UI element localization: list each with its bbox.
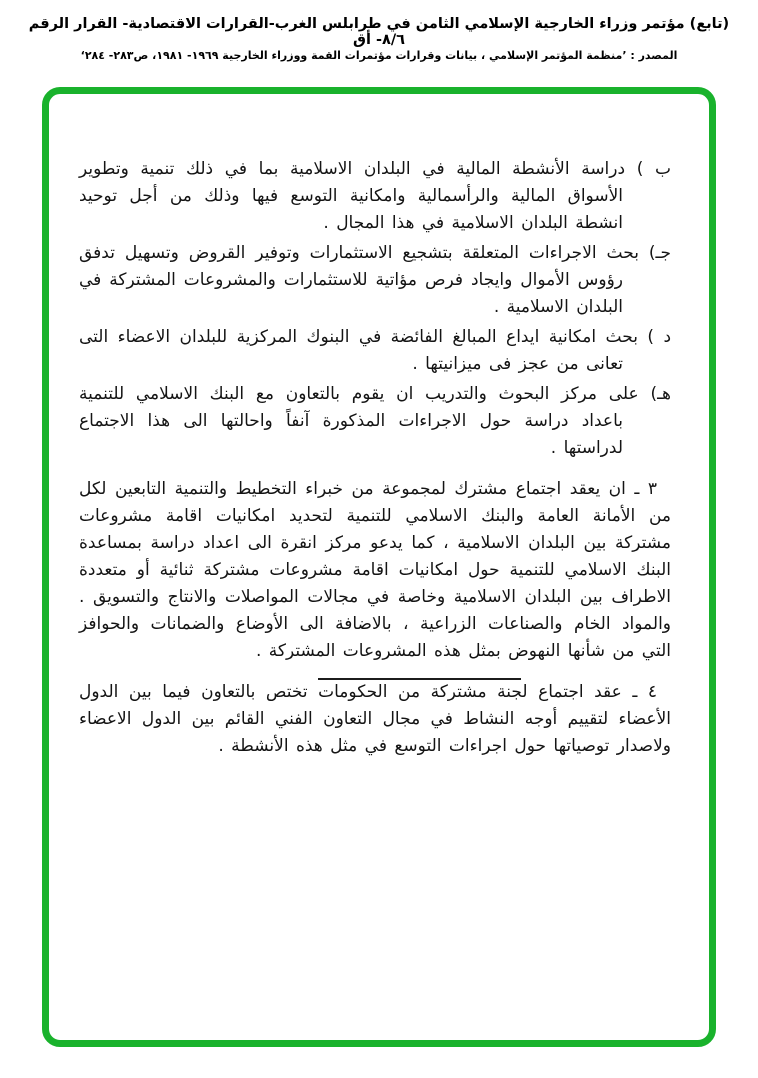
list-item-d	[79, 324, 671, 378]
annotation-frame	[42, 87, 716, 1047]
list-item-b	[79, 156, 671, 237]
paragraph-3: ٣ ـ ان يعقد اجتماع مشترك لمجموعة من خبراء التخطيط والتنمية التابعين لكل من الأمانة العامة والبنك الاسلامي للتنمية لتحديد امكانيات اقامة مشروعات مشتركة بين البلدان الاسلامية ، كما يدعو مركز انقرة الى اعداد دراسة بمساعدة البنك الاسلامي للتنمية حول امكانيات اقامة مشروعات مشتركة ثنائية أو متعددة الاطراف بين البلدان الاسلامية وخاصة في مجالات المواصلات والانتاج والتسويق . والمواد الخام والصناعات الزراعية ، بالاضافة الى الأوضاع والضمانات والحوافز التي من شأنها النهوض بمثل هذه المشروعات المشتركة .	[79, 479, 671, 661]
document-title: (تابع) مؤتمر وزراء الخارجية الإسلامي الثامن في طرابلس الغرب-القرارات الاقتصادية- القرار الرقم ٨/٦- أق	[28, 16, 730, 48]
list-item-text: بحث امكانية ايداع المبالغ الفائضة في البنوك المركزية للبلدان الاعضاء التى تعانى من عجز فى ميزانيتها .	[79, 327, 638, 374]
list-item-h	[79, 381, 671, 462]
list-item-j	[79, 240, 671, 321]
list-item-marker: د )	[647, 327, 672, 347]
list-item-marker: جـ)	[648, 243, 671, 263]
document-source: المصدر : ’منظمة المؤتمر الإسلامي ، بيانات وقرارات مؤتمرات القمة ووزراء الخارجية ١٩٦٩- ١٩٨١، ص٢٨٣- ٢٨٤‘	[80, 49, 678, 62]
paragraph-4: ٤ ـ عقد اجتماع لجنة مشتركة من الحكومات تختص بالتعاون فيما بين الدول الأعضاء لتقييم أوجه النشاط في مجال التعاون الفني القائم بين الدول الاعضاء ولاصدار توصياتها حول اجراءات التوسع في مثل هذه الأنشطة .	[79, 682, 671, 756]
list-item-marker: ب )	[636, 159, 671, 179]
document-body	[49, 94, 709, 760]
list-item-text: دراسة الأنشطة المالية في البلدان الاسلامية بما في ذلك تنمية وتطوير الأسواق المالية والرأسمالية وامكانية التوسع فيها وذلك من أجل توحيد انشطة البلدان الاسلامية في هذا المجال .	[79, 159, 626, 233]
list-item-marker: هـ)	[650, 384, 672, 404]
list-item-text: على مركز البحوث والتدريب ان يقوم بالتعاون مع البنك الاسلامي للتنمية باعداد دراسة حول الاجراءات المذكورة آنفاً واحالتها الى هذا الاجتماع لدراستها .	[79, 384, 639, 458]
separator-line	[318, 678, 521, 680]
list-item-text: بحث الاجراءات المتعلقة بتشجيع الاستثمارات وتوفير القروض وتسهيل تدفق رؤوس الأموال وايجاد فرص مؤاتية للاستثمارات والمشروعات المشتركة في البلدان الاسلامية .	[79, 243, 639, 317]
